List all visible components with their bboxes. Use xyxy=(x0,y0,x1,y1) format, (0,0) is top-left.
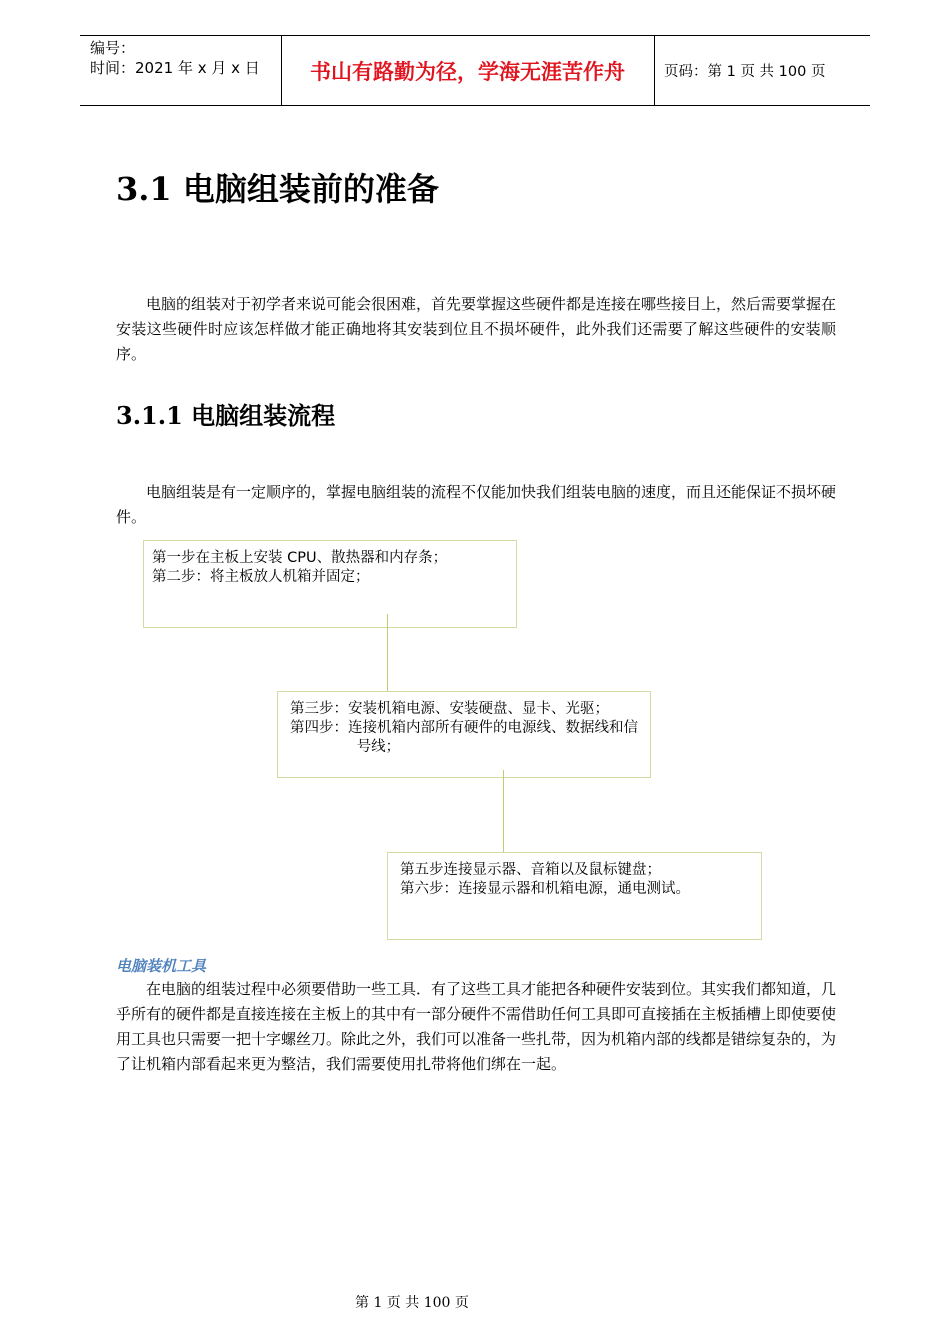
section-heading: 3.1.1 电脑组装流程 xyxy=(116,401,336,430)
document-number-label: 编号： xyxy=(90,39,136,57)
flow-step-2: 第二步：将主板放人机箱并固定； xyxy=(152,569,370,585)
flow-step-5: 第五步连接显示器、音箱以及鼠标键盘； xyxy=(400,862,661,878)
page-header xyxy=(80,35,870,106)
page-footer: 第 1 页 共 100 页 xyxy=(355,1295,469,1311)
flow-step-box-2 xyxy=(277,691,651,778)
flow-step-6: 第六步：连接显示器和机箱电源，通电测试。 xyxy=(400,881,690,897)
flow-step-4: 第四步：连接机箱内部所有硬件的电源线、数据线和信号线； xyxy=(290,720,638,755)
intro-paragraph: 电脑的组装对于初学者来说可能会很困难，首先要掌握这些硬件都是连接在哪些接目上，然后需要掌握在安装这些硬件时应该怎样做才能正确地将其安装到位且不损坏硬件，此外我们还需要了解这些硬件的安装顺序。 xyxy=(116,295,837,363)
flow-step-box-1 xyxy=(143,540,517,628)
tools-heading: 电脑装机工具 xyxy=(116,957,207,975)
flow-step-box-3 xyxy=(387,852,762,940)
section-intro-paragraph: 电脑组装是有一定顺序的，掌握电脑组装的流程不仅能加快我们组装电脑的速度，而且还能保证不损坏硬件。 xyxy=(116,483,837,526)
header-page-info: 页码：第 1 页 共 100 页 xyxy=(664,64,826,80)
header-meta xyxy=(90,38,280,78)
header-motto: 书山有路勤为径，学海无涯苦作舟 xyxy=(310,58,625,84)
page-title: 3.1 电脑组装前的准备 xyxy=(116,170,439,208)
flow-connector-line xyxy=(387,614,388,692)
document-date: 时间：2021 年 x 月 x 日 xyxy=(90,59,260,77)
header-divider xyxy=(654,36,655,105)
flow-step-1: 第一步在主板上安装 CPU、散热器和内存条； xyxy=(152,550,448,566)
tools-paragraph: 在电脑的组装过程中必须要借助一些工具．有了这些工具才能把各种硬件安装到位。其实我们都知道，几乎所有的硬件都是直接连接在主板上的其中有一部分硬件不需借助任何工具即可直接插在主板插槽上即使要使用工具也只需要一把十字螺丝刀。除此之外，我们可以准备一些扎带，因为机箱内部的线都是错综复杂的，为了让机箱内部看起来更为整洁，我们需要使用扎带将他们绑在一起。 xyxy=(116,980,837,1073)
flow-step-3: 第三步：安装机箱电源、安装硬盘、显卡、光驱； xyxy=(290,701,609,717)
flow-connector-line xyxy=(503,770,504,862)
